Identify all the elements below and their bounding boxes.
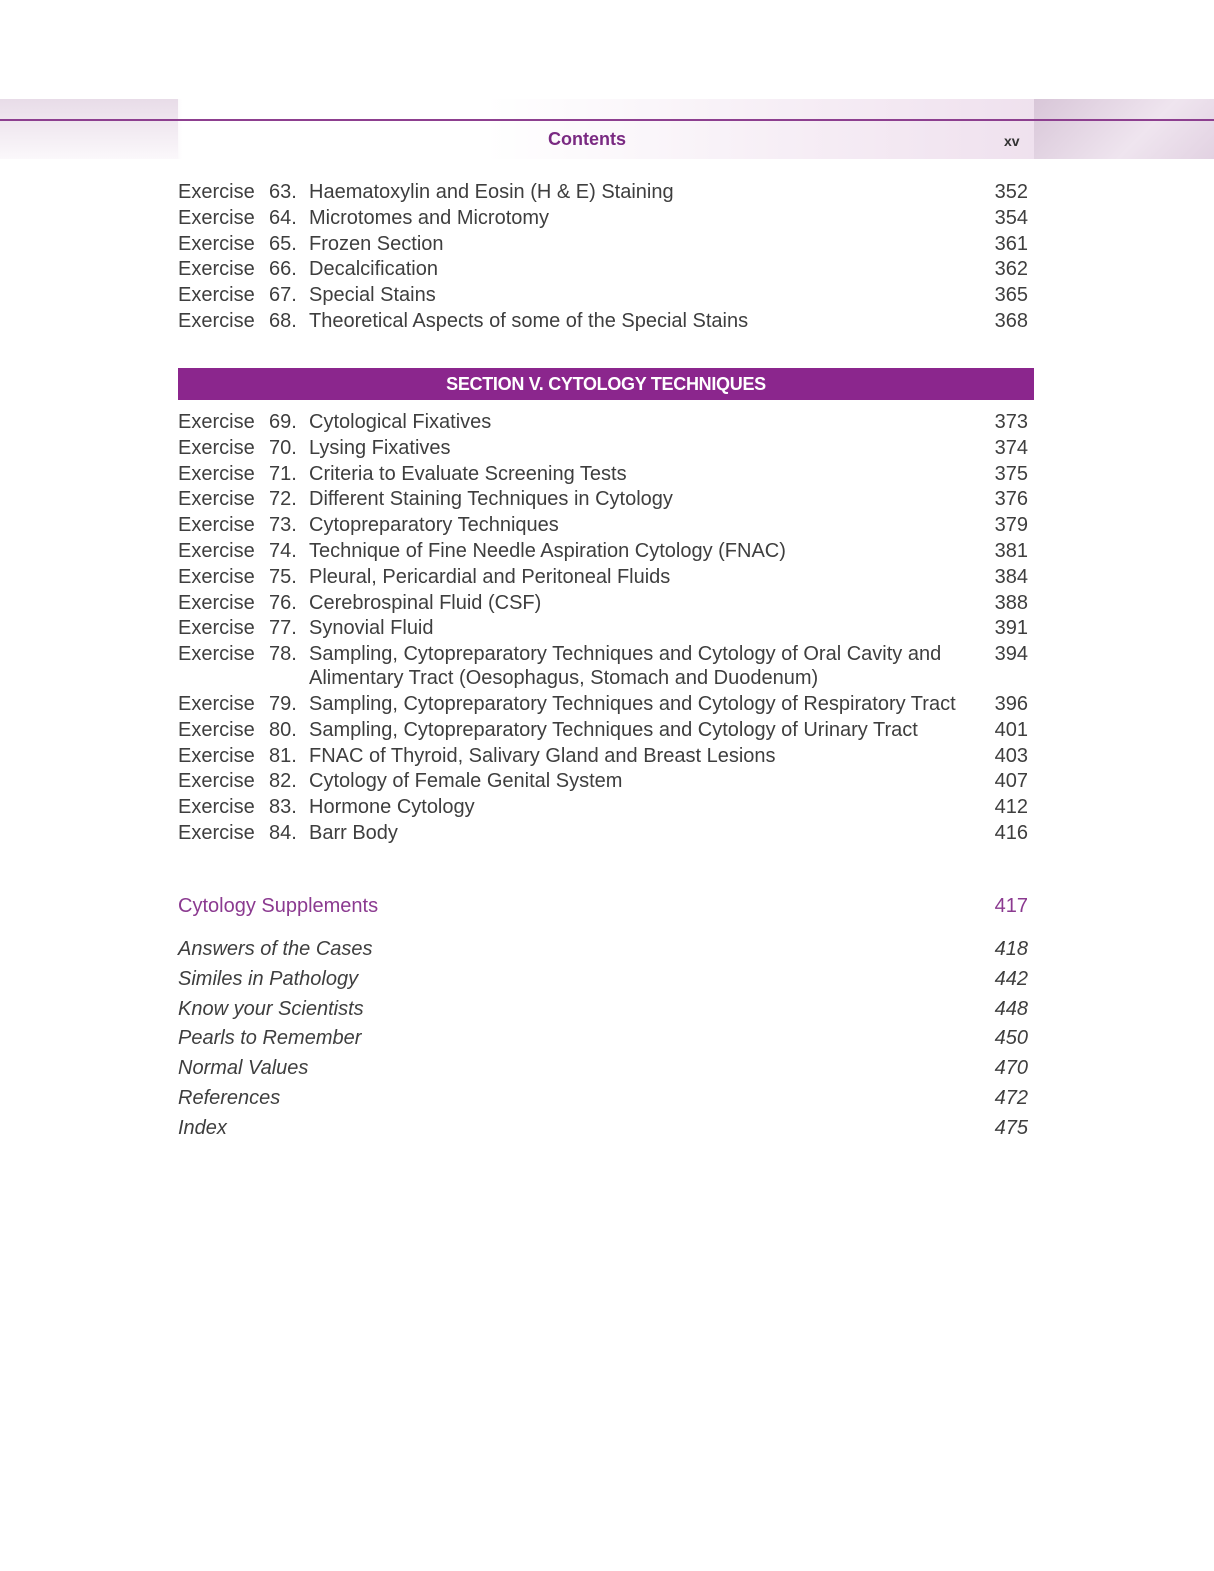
entry-title: Criteria to Evaluate Screening Tests bbox=[309, 462, 627, 485]
entry-number: 64. bbox=[269, 206, 297, 229]
entry-label: Exercise bbox=[178, 744, 255, 767]
entry-number: 72. bbox=[269, 488, 297, 511]
entry-page: 475 bbox=[994, 1116, 1028, 1139]
entry-page: 418 bbox=[994, 938, 1028, 960]
toc-entry[interactable] bbox=[178, 538, 1028, 564]
toc-entry[interactable] bbox=[178, 564, 1028, 590]
toc-entry[interactable] bbox=[178, 256, 1028, 282]
entry-title: Synovial Fluid bbox=[309, 617, 434, 640]
entry-number: 75. bbox=[269, 565, 297, 588]
entry-page: 379 bbox=[994, 514, 1028, 537]
entry-label: Exercise bbox=[178, 514, 255, 537]
toc-entry[interactable] bbox=[178, 409, 1028, 435]
entry-title: Cytology Supplements bbox=[178, 895, 379, 917]
toc-entry[interactable] bbox=[178, 205, 1028, 231]
entry-label: Exercise bbox=[178, 181, 255, 203]
entry-page: 470 bbox=[994, 1057, 1028, 1080]
running-header-title: Contents bbox=[548, 129, 626, 149]
entry-label: Exercise bbox=[178, 692, 255, 715]
entry-title: Frozen Section bbox=[309, 232, 444, 255]
entry-label: Exercise bbox=[178, 617, 255, 640]
toc-entry[interactable] bbox=[178, 768, 1028, 794]
entry-title: Lysing Fixatives bbox=[309, 436, 451, 459]
entry-page: 394 bbox=[994, 643, 1028, 666]
entry-title: Sampling, Cytopreparatory Techniques and Cytology of Urinary Tract bbox=[309, 718, 918, 741]
entry-title: Cytological Fixatives bbox=[309, 411, 492, 433]
entry-number: 69. bbox=[269, 411, 297, 433]
entry-title: Barr Body bbox=[309, 821, 398, 844]
toc-back-entry[interactable] bbox=[178, 967, 1028, 997]
entry-page: 384 bbox=[994, 565, 1028, 588]
toc-back-entry[interactable] bbox=[178, 1086, 1028, 1116]
entry-title: Cytology of Female Genital System bbox=[309, 770, 623, 793]
toc-supplements-entry[interactable] bbox=[178, 895, 1028, 918]
toc-entry[interactable] bbox=[178, 615, 1028, 641]
entry-label: Exercise bbox=[178, 821, 255, 844]
entry-page: 401 bbox=[994, 718, 1028, 741]
entry-label: Exercise bbox=[178, 591, 255, 614]
entry-label: Exercise bbox=[178, 643, 255, 666]
toc-back-entry[interactable] bbox=[178, 1026, 1028, 1056]
toc-entry[interactable] bbox=[178, 820, 1028, 846]
toc-entry[interactable] bbox=[178, 641, 1028, 691]
entry-title: Cerebrospinal Fluid (CSF) bbox=[309, 591, 542, 614]
entry-title: Hormone Cytology bbox=[309, 796, 475, 819]
toc-entry[interactable] bbox=[178, 590, 1028, 616]
entry-label: Exercise bbox=[178, 462, 255, 485]
entry-number: 63. bbox=[269, 181, 297, 203]
entry-title: Haematoxylin and Eosin (H & E) Staining bbox=[309, 181, 674, 203]
entry-page: 417 bbox=[994, 895, 1028, 917]
toc-entry[interactable] bbox=[178, 308, 1028, 334]
entry-number: 81. bbox=[269, 744, 297, 767]
entry-title: Know your Scientists bbox=[178, 997, 364, 1020]
entry-number: 67. bbox=[269, 284, 297, 307]
entry-page: 472 bbox=[994, 1086, 1028, 1109]
entry-title: Normal Values bbox=[178, 1057, 309, 1080]
entry-number: 66. bbox=[269, 258, 297, 281]
entry-label: Exercise bbox=[178, 206, 255, 229]
entry-title: Technique of Fine Needle Aspiration Cytology (FNAC) bbox=[309, 539, 786, 562]
entry-label: Exercise bbox=[178, 309, 255, 332]
entry-number: 65. bbox=[269, 232, 297, 255]
entry-page: 388 bbox=[994, 591, 1028, 614]
toc-block-cytology bbox=[178, 409, 1028, 846]
toc-back-entry[interactable] bbox=[178, 1116, 1028, 1146]
entry-page: 375 bbox=[994, 462, 1028, 485]
toc-entry[interactable] bbox=[178, 717, 1028, 743]
entry-label: Exercise bbox=[178, 258, 255, 281]
entry-page: 368 bbox=[994, 309, 1028, 332]
entry-title: Microtomes and Microtomy bbox=[309, 206, 550, 229]
entry-number: 74. bbox=[269, 539, 297, 562]
entry-label: Exercise bbox=[178, 565, 255, 588]
entry-number: 84. bbox=[269, 821, 297, 844]
entry-number: 71. bbox=[269, 462, 297, 485]
entry-label: Exercise bbox=[178, 770, 255, 793]
entry-page: 374 bbox=[994, 436, 1028, 459]
entry-page: 354 bbox=[994, 206, 1028, 229]
entry-number: 77. bbox=[269, 617, 297, 640]
entry-title: Different Staining Techniques in Cytology bbox=[309, 488, 673, 511]
toc-entry[interactable] bbox=[178, 512, 1028, 538]
toc-entry[interactable] bbox=[178, 794, 1028, 820]
entry-page: 381 bbox=[994, 539, 1028, 562]
entry-title: Answers of the Cases bbox=[178, 938, 373, 960]
entry-title: Sampling, Cytopreparatory Techniques and Cytology of Respiratory Tract bbox=[309, 692, 956, 715]
entry-title: Cytopreparatory Techniques bbox=[309, 514, 559, 537]
entry-page: 403 bbox=[994, 744, 1028, 767]
entry-page: 361 bbox=[994, 232, 1028, 255]
entry-page: 412 bbox=[994, 796, 1028, 819]
entry-page: 352 bbox=[994, 181, 1028, 203]
entry-number: 82. bbox=[269, 770, 297, 793]
entry-number: 80. bbox=[269, 718, 297, 741]
entry-number: 79. bbox=[269, 692, 297, 715]
header-rule bbox=[0, 119, 1214, 121]
entry-number: 76. bbox=[269, 591, 297, 614]
entry-page: 362 bbox=[994, 258, 1028, 281]
entry-title: Pearls to Remember bbox=[178, 1027, 362, 1050]
entry-number: 73. bbox=[269, 514, 297, 537]
entry-page: 448 bbox=[994, 997, 1028, 1020]
toc-entry[interactable] bbox=[178, 435, 1028, 461]
toc-back-entry[interactable] bbox=[178, 997, 1028, 1027]
entry-title: Similes in Pathology bbox=[178, 967, 359, 990]
entry-title: Pleural, Pericardial and Peritoneal Fluids bbox=[309, 565, 671, 588]
entry-page: 391 bbox=[994, 617, 1028, 640]
entry-label: Exercise bbox=[178, 488, 255, 511]
entry-title: Index bbox=[178, 1116, 227, 1139]
toc-entry[interactable] bbox=[178, 743, 1028, 769]
toc-back-matter bbox=[178, 937, 1028, 1146]
entry-label: Exercise bbox=[178, 796, 255, 819]
entry-title: FNAC of Thyroid, Salivary Gland and Breast Lesions bbox=[309, 744, 776, 767]
toc-entry[interactable] bbox=[178, 486, 1028, 512]
entry-label: Exercise bbox=[178, 718, 255, 741]
entry-label: Exercise bbox=[178, 232, 255, 255]
page-number: xv bbox=[1004, 133, 1020, 149]
toc-entry[interactable] bbox=[178, 179, 1028, 205]
entry-page: 373 bbox=[994, 411, 1028, 433]
toc-entry[interactable] bbox=[178, 461, 1028, 487]
entry-number: 68. bbox=[269, 309, 297, 332]
toc-entry[interactable] bbox=[178, 231, 1028, 257]
entry-page: 365 bbox=[994, 284, 1028, 307]
entry-page: 450 bbox=[994, 1027, 1028, 1050]
toc-entry[interactable] bbox=[178, 282, 1028, 308]
entry-label: Exercise bbox=[178, 436, 255, 459]
entry-number: 78. bbox=[269, 643, 297, 666]
entry-page: 416 bbox=[994, 821, 1028, 844]
entry-page: 407 bbox=[994, 770, 1028, 793]
entry-title: References bbox=[178, 1086, 281, 1109]
entry-title: Sampling, Cytopreparatory Techniques and Cytology of Oral Cavity and Alimentary Tract (Oesophagus, Stomach and Duodenum) bbox=[309, 643, 942, 690]
toc-block-histology bbox=[178, 179, 1028, 334]
entry-number: 83. bbox=[269, 796, 297, 819]
entry-title: Theoretical Aspects of some of the Special Stains bbox=[309, 309, 749, 332]
toc-back-entry[interactable] bbox=[178, 1056, 1028, 1086]
toc-back-entry[interactable] bbox=[178, 937, 1028, 967]
entry-page: 396 bbox=[994, 692, 1028, 715]
entry-number: 70. bbox=[269, 436, 297, 459]
entry-page: 442 bbox=[994, 967, 1028, 990]
entry-title: Decalcification bbox=[309, 258, 438, 281]
entry-title: Special Stains bbox=[309, 284, 436, 307]
entry-label: Exercise bbox=[178, 411, 255, 433]
toc-entry[interactable] bbox=[178, 691, 1028, 717]
entry-label: Exercise bbox=[178, 539, 255, 562]
entry-label: Exercise bbox=[178, 284, 255, 307]
section-heading: SECTION V. CYTOLOGY TECHNIQUES bbox=[178, 368, 1034, 400]
entry-page: 376 bbox=[994, 488, 1028, 511]
